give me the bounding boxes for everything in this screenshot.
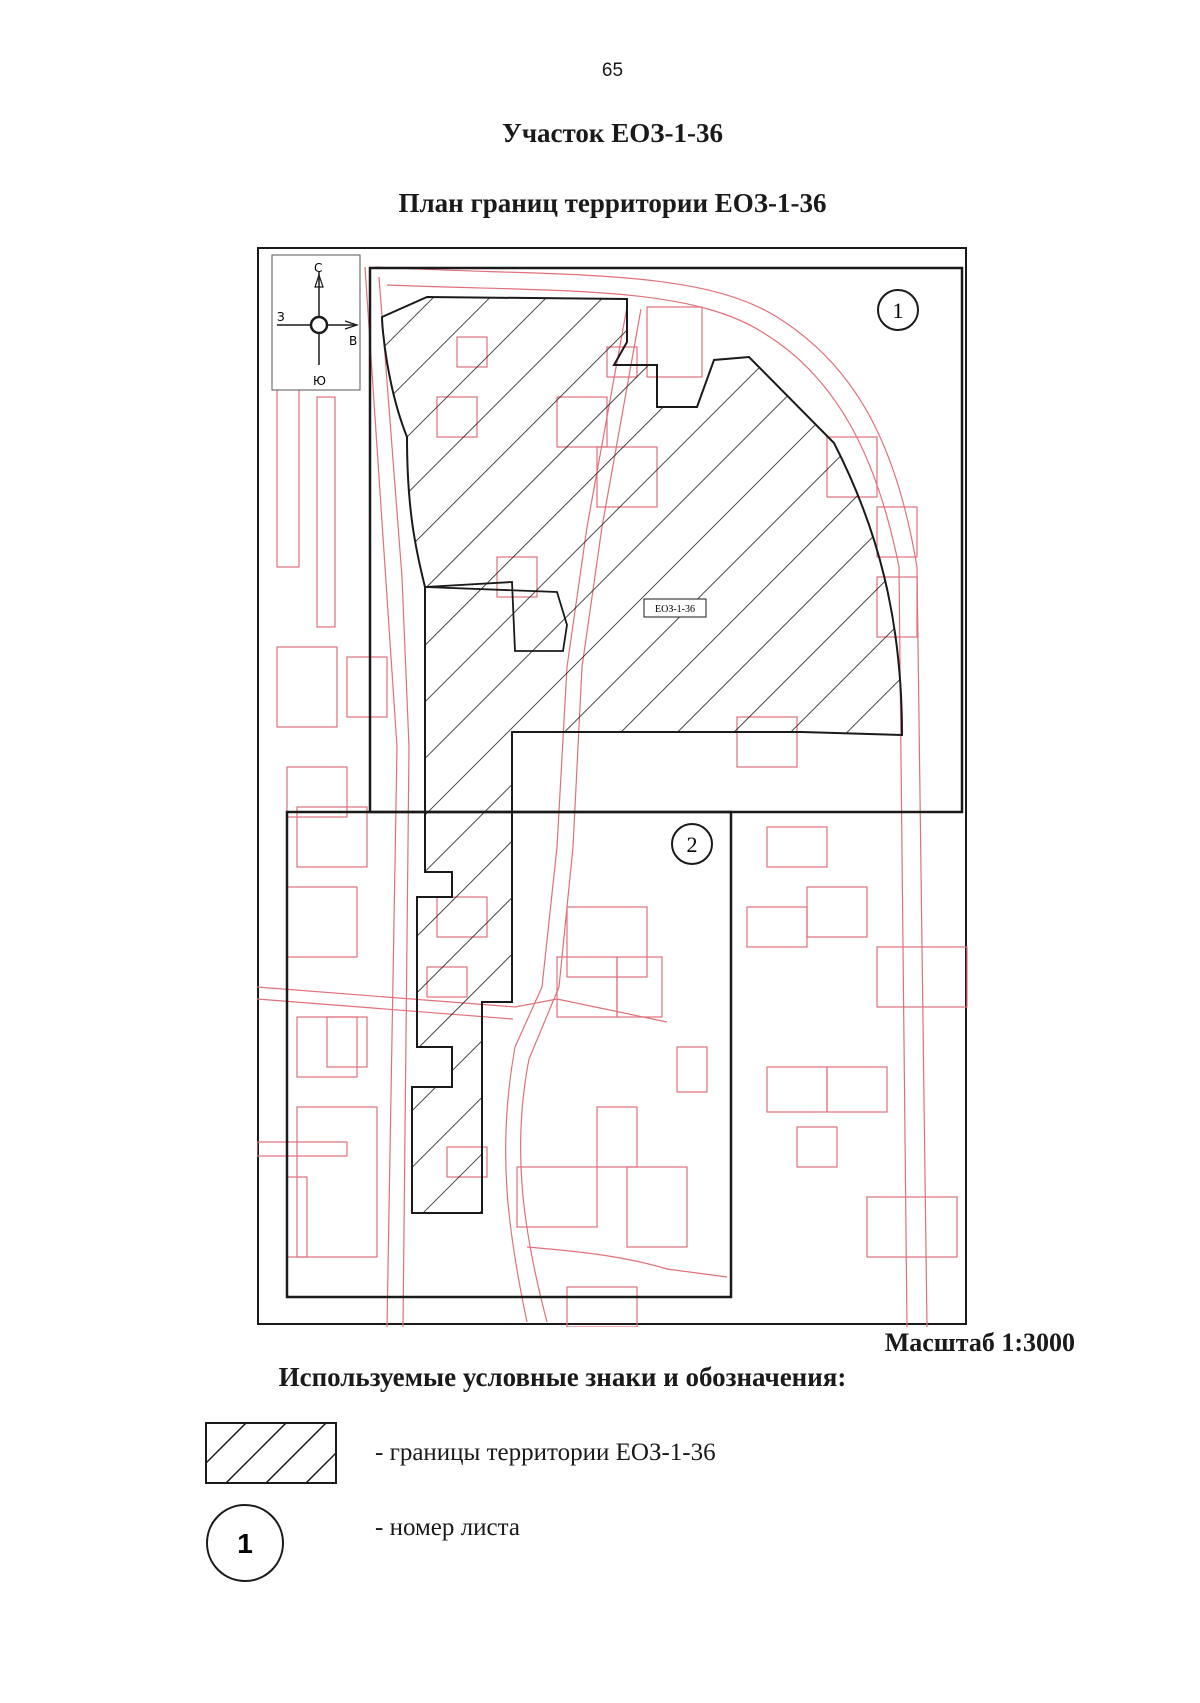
boundary-map — [257, 247, 969, 1327]
compass-rose — [272, 255, 360, 390]
sheet-number-symbol — [205, 1503, 285, 1583]
svg-text:2: 2 — [686, 832, 698, 857]
hatch-swatch — [205, 1422, 337, 1484]
legend-title: Используемые условные знаки и обозначения: — [278, 1362, 847, 1392]
legend-sheet-text: - номер листа — [375, 1514, 520, 1541]
svg-text:1: 1 — [892, 298, 904, 323]
svg-text:ЕОЗ-1-36: ЕОЗ-1-36 — [655, 604, 695, 615]
map-scale: Масштаб 1:3000 — [884, 1328, 1075, 1357]
compass-north: С — [314, 261, 323, 275]
compass-east: В — [349, 334, 358, 348]
map-subtitle: План границ территории ЕОЗ-1-36 — [398, 188, 827, 218]
legend-item-hatch — [205, 1422, 716, 1484]
legend-hatch-text: - границы территории ЕОЗ-1-36 — [375, 1439, 716, 1466]
svg-text:1: 1 — [237, 1528, 253, 1559]
page-title: Участок ЕОЗ-1-36 — [502, 118, 723, 148]
compass-west: З — [277, 310, 285, 324]
sheet-1-number — [878, 290, 918, 330]
page-number: 65 — [601, 60, 624, 81]
territory-eoz-1-36 — [382, 297, 902, 1213]
zone-label — [644, 599, 706, 617]
sheet-2-number — [672, 824, 712, 864]
legend-item-sheet — [205, 1503, 520, 1583]
compass-south: Ю — [313, 374, 326, 388]
